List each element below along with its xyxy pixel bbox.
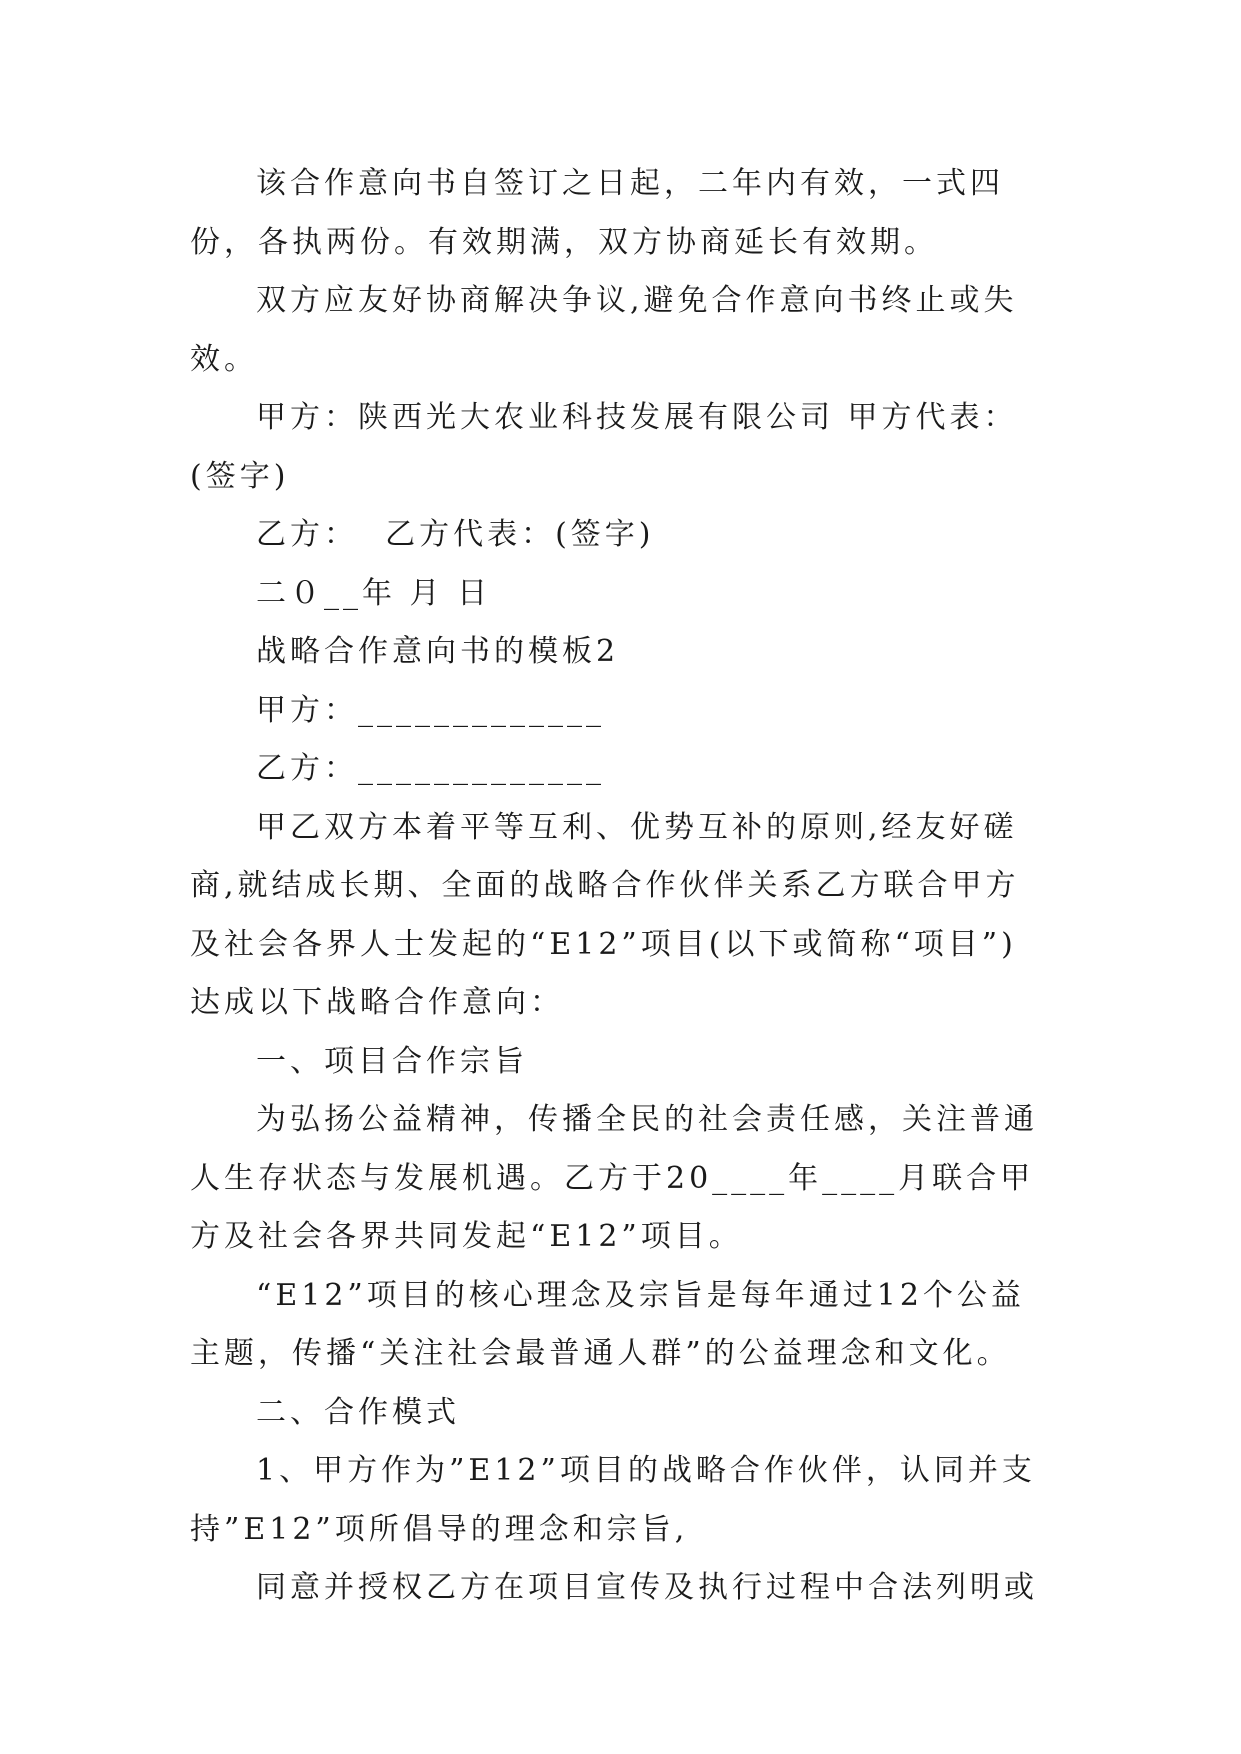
paragraph-date: 二０__年 月 日 [256,575,492,611]
paragraph-party-a-blank: 甲方：_____________ [256,692,605,728]
paragraph-core-concept: “E12”项目的核心理念及宗旨是每年通过12个公益主题，传播“关注社会最普通人群”的公益理念和文化。 [190,1277,1025,1371]
section-heading-purpose: 一、项目合作宗旨 [256,1043,528,1079]
paragraph-intent-intro: 甲乙双方本着平等互利、优势互补的原则,经友好磋商,就结成长期、全面的战略合作伙伴关系乙方联合甲方及社会各界人士发起的“E12”项目(以下或简称“项目”)达成以下战略合作意向： [190,809,1020,1020]
paragraph-party-a-signature: 甲方：陕西光大农业科技发展有限公司 甲方代表：(签字) [190,400,1018,494]
paragraph-purpose: 为弘扬公益精神，传播全民的社会责任感，关注普通人生存状态与发展机遇。乙方于20____年____月联合甲方及社会各界共同发起“E12”项目。 [190,1102,1038,1254]
paragraph-dispute: 双方应友好协商解决争议,避免合作意向书终止或失效。 [190,283,1018,377]
paragraph-authorization: 同意并授权乙方在项目宣传及执行过程中合法列明或 [256,1570,1038,1605]
document-body [190,155,1050,1618]
template-heading: 战略合作意向书的模板2 [256,634,620,669]
paragraph-validity: 该合作意向书自签订之日起，二年内有效，一式四份，各执两份。有效期满，双方协商延长有效期。 [190,166,1004,260]
paragraph-mode-item-1: 1、甲方作为”E12”项目的战略合作伙伴，认同并支持”E12”项所倡导的理念和宗旨, [190,1453,1036,1547]
section-heading-mode: 二、合作模式 [256,1394,460,1430]
paragraph-party-b-blank: 乙方：_____________ [256,751,605,786]
paragraph-party-b-signature: 乙方： 乙方代表：(签字) [256,517,655,552]
